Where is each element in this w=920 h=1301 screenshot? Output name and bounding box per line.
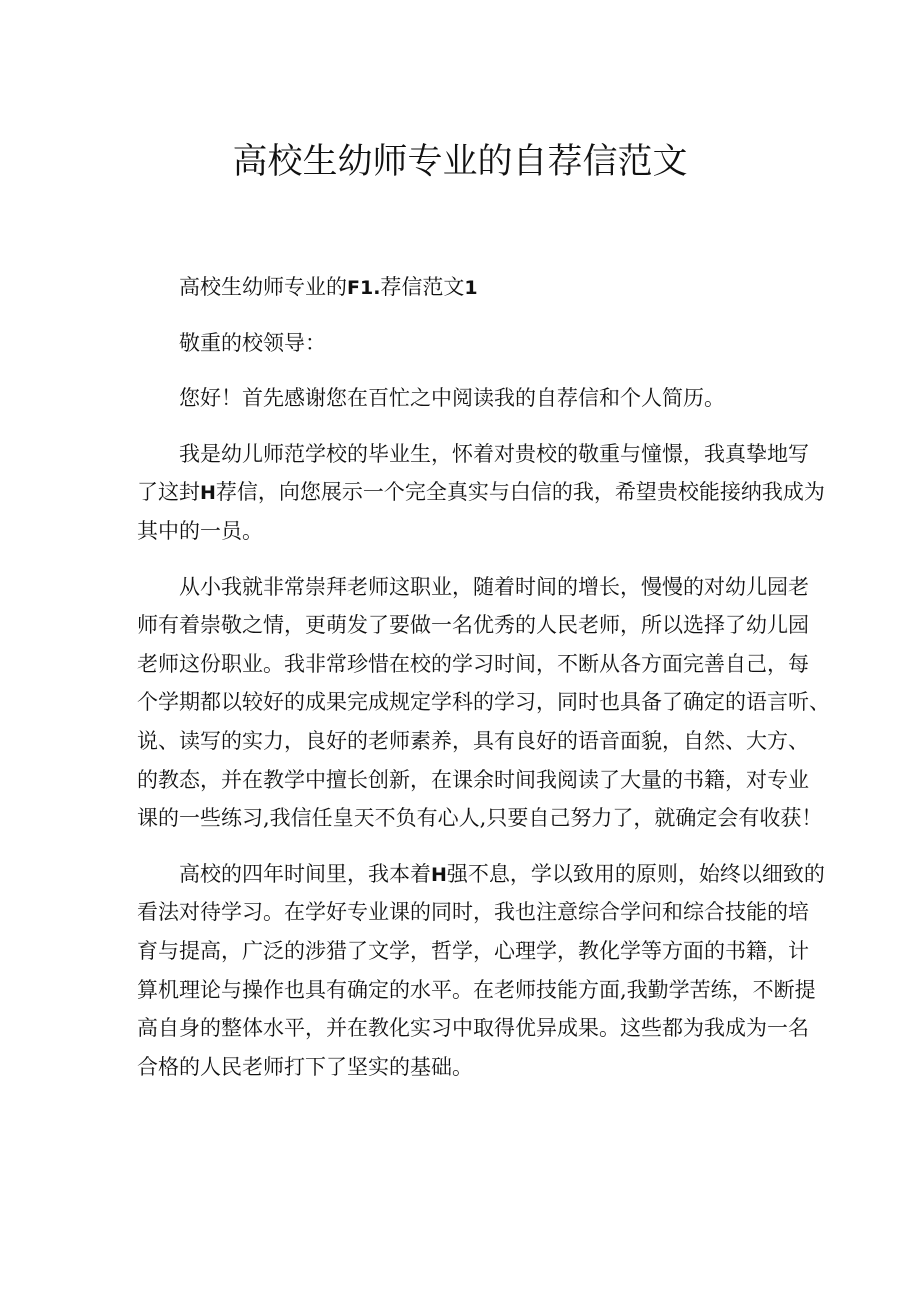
document-title: 高校生幼师专业的自荐信范文 <box>232 142 688 182</box>
line-text: 育与提高，广泛的涉猎了文学，哲学，心理学，教化学等方面的书籍，计 <box>137 938 809 963</box>
line-text: 课的一些练习,我信任皇天不负有心人,只要自己努力了，就确定会有收获！ <box>137 806 823 831</box>
paragraph-line <box>137 971 816 1010</box>
spacer <box>137 362 791 379</box>
line-text: 合格的人民老师打下了坚实的基础。 <box>137 1054 473 1079</box>
document-body <box>137 268 830 1086</box>
line-text: 老师这份职业。我非常珍惜在校的学习时间，不断从各方面完善自己，每 <box>137 651 809 676</box>
line-text: 算机理论与操作也具有确定的水平。在老师技能方面,我勤学苦练，不断提 <box>137 977 816 1002</box>
line-text: 其中的一员。 <box>137 518 263 543</box>
heading-middle: 荐信范文 <box>380 275 465 299</box>
line-text: 的教态，并在教学中擅长创新，在课余时间我阅读了大量的书籍，对专业 <box>137 767 809 792</box>
line-text: 高自身的整体水平，并在教化实习中取得优异成果。这些都为我成为一名 <box>137 1016 809 1041</box>
bold-glyph: H <box>200 482 216 505</box>
paragraph-line <box>137 1009 809 1048</box>
paragraph-line <box>137 435 809 474</box>
line-text: 了这封 <box>137 480 200 505</box>
paragraph-line <box>137 893 809 932</box>
paragraph <box>137 435 825 551</box>
line-text: 个学期都以较好的成果完成规定学科的学习，同时也具备了确定的语言听、 <box>137 690 830 715</box>
paragraph-line <box>137 799 823 838</box>
letter-heading <box>137 268 791 307</box>
line-text: 说、读写的实力，良好的老师素养，具有良好的语音面貌，自然、大方、 <box>137 728 809 753</box>
paragraph-line <box>137 473 825 512</box>
line-text: 高校的四年时间里，我本着 <box>179 861 431 886</box>
paragraph-line <box>137 1048 791 1087</box>
line-text: 我是幼儿师范学校的毕业生，怀着对贵校的敬重与憧憬，我真挚地写 <box>179 441 809 466</box>
paragraph-line <box>137 568 809 607</box>
line-text: 从小我就非常崇拜老师这职业，随着时间的增长，慢慢的对幼儿园老 <box>179 574 809 599</box>
salutation: 敬重的校领导： <box>179 330 326 355</box>
line-text: 看法对待学习。在学好专业课的同时，我也注意综合学问和综合技能的培 <box>137 900 809 925</box>
heading-prefix: 高校生幼师专业的 <box>179 275 347 299</box>
heading-bold-2: 1 <box>464 277 478 299</box>
spacer <box>137 551 791 568</box>
bold-glyph: H <box>431 863 447 886</box>
heading-bold-1: F1. <box>347 277 381 299</box>
paragraph-line <box>137 683 830 722</box>
spacer <box>137 838 791 855</box>
paragraph <box>137 568 830 838</box>
line-text: 师有着崇敬之情，更萌发了要做一名优秀的人民老师，所以选择了幼儿园 <box>137 613 809 638</box>
spacer <box>137 307 791 324</box>
line-text: 强不息，学以致用的原则，始终以细致的 <box>446 861 825 886</box>
paragraph-line <box>137 645 809 684</box>
paragraph-line <box>137 855 825 894</box>
paragraph-line <box>137 761 809 800</box>
paragraph-line <box>137 932 809 971</box>
paragraph-list <box>137 435 830 1087</box>
line-text: 荐信，向您展示一个完全真实与白信的我，希望贵校能接纳我成为 <box>215 480 825 505</box>
paragraph <box>137 855 825 1087</box>
paragraph-line <box>137 606 809 645</box>
paragraph-line <box>137 512 791 551</box>
spacer <box>137 418 791 435</box>
paragraph-line <box>137 722 809 761</box>
greeting: 您好！首先感谢您在百忙之中阅读我的自荐信和个人简历。 <box>179 386 725 411</box>
